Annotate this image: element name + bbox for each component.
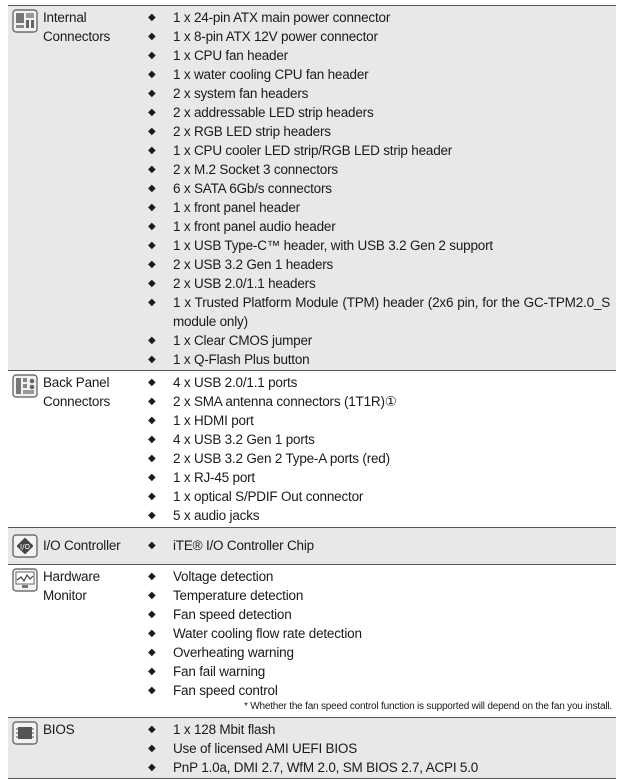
- list-item: ◆ PnP 1.0a, DMI 2.7, WfM 2.0, SM BIOS 2.7, ACPI 5.0: [148, 760, 479, 775]
- bullet-icon: ◆: [148, 590, 156, 601]
- bullet-icon: ◆: [148, 88, 156, 99]
- bullet-icon: ◆: [148, 126, 156, 137]
- bullet-icon: ◆: [148, 472, 156, 483]
- bullet-icon: ◆: [148, 743, 156, 754]
- section-hardware-monitor: [8, 564, 616, 717]
- bullet-icon: ◆: [148, 221, 156, 232]
- list-item: ◆ 2 x system fan headers: [148, 86, 309, 101]
- section-label: BIOS: [43, 722, 75, 737]
- bullet-icon: ◆: [148, 278, 156, 289]
- list-item: ◆ 2 x USB 2.0/1.1 headers: [148, 276, 316, 291]
- bullet-icon: ◆: [148, 491, 156, 502]
- list-item: ◆ 1 x Trusted Platform Module (TPM) header (2x6 pin, for the GC-TPM2.0_S module only): [148, 295, 610, 329]
- list-item: ◆ 1 x USB Type-C™ header, with USB 3.2 Gen 2 support: [148, 238, 493, 253]
- list-item: ◆ 1 x HDMI port: [148, 413, 254, 428]
- bullet-icon: ◆: [148, 69, 156, 80]
- list-item: ◆ 1 x RJ-45 port: [148, 470, 255, 485]
- section-label: Internal Connectors: [43, 10, 111, 44]
- list-item: ◆ 1 x 8-pin ATX 12V power connector: [148, 29, 378, 44]
- bullet-icon: ◆: [148, 145, 156, 156]
- svg-text:I/O: I/O: [20, 543, 30, 551]
- specification-table: [8, 5, 616, 779]
- bullet-icon: ◆: [148, 453, 156, 464]
- list-item: ◆ 2 x RGB LED strip headers: [148, 124, 331, 139]
- list-item: ◆ Fan speed detection: [148, 607, 292, 622]
- list-item: ◆ Overheating warning: [148, 645, 294, 660]
- item-list: [8, 371, 616, 525]
- list-item: ◆ 4 x USB 3.2 Gen 1 ports: [148, 432, 315, 447]
- list-item: ◆ Temperature detection: [148, 588, 304, 603]
- bullet-icon: ◆: [148, 724, 156, 735]
- list-item: ◆ 1 x front panel header: [148, 200, 300, 215]
- bullet-icon: ◆: [148, 164, 156, 175]
- section-bios: [8, 717, 616, 779]
- list-item: ◆ 1 x water cooling CPU fan header: [148, 67, 369, 82]
- bullet-icon: ◆: [148, 240, 156, 251]
- fan-control-footnote: * Whether the fan speed control function is supported will depend on the fan you install.: [244, 701, 612, 712]
- list-item: ◆ Water cooling flow rate detection: [148, 626, 362, 641]
- bullet-icon: ◆: [148, 685, 156, 696]
- item-list: [8, 6, 616, 369]
- bullet-icon: ◆: [148, 540, 156, 551]
- bullet-icon: ◆: [148, 396, 156, 407]
- list-item: ◆ 2 x addressable LED strip headers: [148, 105, 374, 120]
- list-item: ◆ Fan speed control: [148, 683, 278, 698]
- bullet-icon: ◆: [148, 377, 156, 388]
- bullet-icon: ◆: [148, 510, 156, 521]
- list-item: ◆ 1 x Q-Flash Plus button: [148, 352, 310, 367]
- bullet-icon: ◆: [148, 415, 156, 426]
- list-item: ◆ Fan fail warning: [148, 664, 266, 679]
- list-item: ◆ 2 x USB 3.2 Gen 2 Type-A ports (red): [148, 451, 390, 466]
- list-item: ◆ 1 x Clear CMOS jumper: [148, 333, 313, 348]
- list-item: ◆ Use of licensed AMI UEFI BIOS: [148, 741, 358, 756]
- section-back-panel-connectors: [8, 370, 616, 527]
- section-io-controller: [8, 527, 616, 564]
- bullet-icon: ◆: [148, 628, 156, 639]
- list-item: ◆ 2 x M.2 Socket 3 connectors: [148, 162, 338, 177]
- bullet-icon: ◆: [148, 12, 156, 23]
- list-item: ◆ 1 x optical S/PDIF Out connector: [148, 489, 364, 504]
- bullet-icon: ◆: [148, 762, 156, 773]
- section-internal-connectors: [8, 5, 616, 370]
- section-label: Back Panel Connectors: [43, 375, 111, 409]
- bullet-icon: ◆: [148, 50, 156, 61]
- bullet-icon: ◆: [148, 609, 156, 620]
- item-list: [8, 565, 616, 700]
- bullet-icon: ◆: [148, 571, 156, 582]
- bullet-icon: ◆: [148, 31, 156, 42]
- bullet-icon: ◆: [148, 259, 156, 270]
- list-item: ◆ 1 x CPU fan header: [148, 48, 288, 63]
- bullet-icon: ◆: [148, 354, 156, 365]
- section-label: Hardware Monitor: [43, 569, 100, 603]
- list-item: ◆ 2 x USB 3.2 Gen 1 headers: [148, 257, 334, 272]
- bullet-icon: ◆: [148, 297, 156, 308]
- list-item: ◆ 1 x 128 Mbit flash: [148, 722, 276, 737]
- list-item: ◆ 2 x SMA antenna connectors (1T1R)①: [148, 394, 397, 409]
- bullet-icon: ◆: [148, 647, 156, 658]
- bullet-icon: ◆: [148, 202, 156, 213]
- list-item: ◆ Voltage detection: [148, 569, 274, 584]
- item-list: [8, 718, 616, 777]
- bullet-icon: ◆: [148, 107, 156, 118]
- list-item: ◆ 6 x SATA 6Gb/s connectors: [148, 181, 332, 196]
- list-item: ◆ 1 x 24-pin ATX main power connector: [148, 10, 391, 25]
- bullet-icon: ◆: [148, 335, 156, 346]
- bullet-icon: ◆: [148, 666, 156, 677]
- list-item: ◆ iTE® I/O Controller Chip: [148, 538, 314, 553]
- bullet-icon: ◆: [148, 183, 156, 194]
- list-item: ◆ 4 x USB 2.0/1.1 ports: [148, 375, 298, 390]
- list-item: ◆ 1 x CPU cooler LED strip/RGB LED strip header: [148, 143, 453, 158]
- section-label: I/O Controller: [43, 538, 121, 553]
- bullet-icon: ◆: [148, 434, 156, 445]
- list-item: ◆ 1 x front panel audio header: [148, 219, 336, 234]
- list-item: ◆ 5 x audio jacks: [148, 508, 260, 523]
